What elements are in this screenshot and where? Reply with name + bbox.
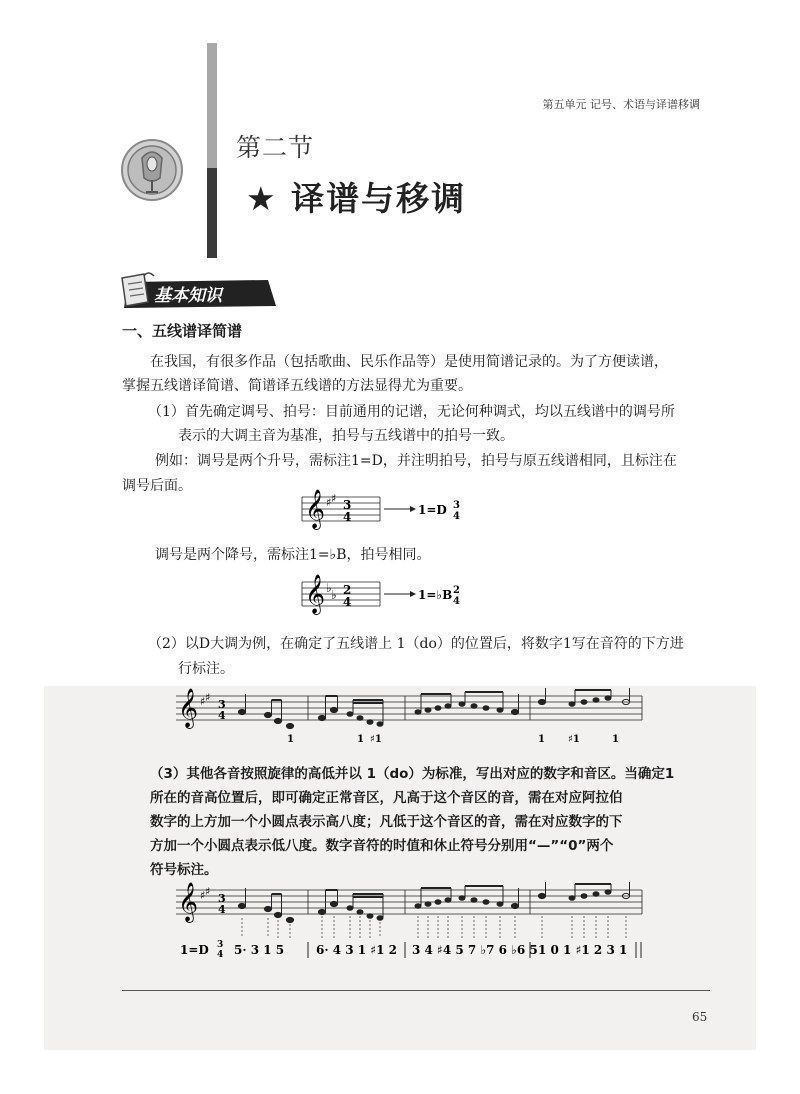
- music-emblem-icon: [120, 138, 184, 202]
- section-title: ★ 译谱与移调: [246, 179, 467, 218]
- svg-text:♯: ♯: [331, 492, 337, 505]
- svg-text:♯: ♯: [205, 885, 211, 898]
- treble-clef-icon: 𝄞: [305, 489, 326, 529]
- svg-text:4: 4: [343, 595, 352, 609]
- svg-text:♭: ♭: [331, 588, 337, 602]
- svg-text:1: 1: [612, 734, 619, 745]
- svg-text:♯: ♯: [200, 695, 206, 708]
- step3-line-2: 所在的音高位置后，即可确定正常音区，凡高于这个音区的音，需在对应阿拉伯: [150, 790, 623, 806]
- svg-text:4: 4: [218, 709, 226, 722]
- page-number: 65: [692, 1010, 708, 1024]
- svg-text:3: 3: [217, 940, 224, 950]
- numbered-measure-4: 1 0 1 ♯1 2 3 1: [538, 943, 628, 957]
- step2-line-1: （2）以D大调为例，在确定了五线谱上 1（do）的位置后，将数字1写在音符的下方进: [148, 636, 684, 652]
- svg-text:♯: ♯: [200, 889, 206, 902]
- svg-text:1=D: 1=D: [418, 503, 447, 517]
- chapter-title: 第五单元 记号、术语与译谱移调: [542, 98, 700, 111]
- svg-text:3: 3: [218, 698, 226, 711]
- step1-line-2: 表示的大调主音为基准，拍号与五线谱中的拍号一致。: [178, 428, 514, 444]
- step3-line-4: 方加一个小圆点表示低八度。数字音符的时值和休止符号分别用“—”“0”两个: [150, 838, 614, 854]
- svg-text:1=♭B: 1=♭B: [418, 588, 453, 602]
- svg-text:𝄞: 𝄞: [178, 882, 199, 922]
- svg-text:1: 1: [357, 734, 364, 745]
- example-line-2: 调号后面。: [122, 478, 192, 494]
- svg-text:4: 4: [218, 903, 226, 916]
- step3-line-5: 符号标注。: [150, 862, 218, 878]
- staff-score-1: [170, 688, 650, 752]
- numbered-measure-2: 6· 4 3 1 ♯1 2: [316, 943, 397, 957]
- sharp-key-example: [300, 487, 470, 531]
- svg-text:2: 2: [453, 585, 460, 596]
- svg-text:2: 2: [343, 583, 352, 597]
- svg-text:♯: ♯: [205, 691, 211, 704]
- flat-key-example: [300, 572, 470, 616]
- numbered-measure-3: 3 4 ♯4 5 7 ♭7 6 ♭6 5: [412, 943, 538, 957]
- svg-text:4: 4: [453, 596, 460, 607]
- flat-key-line: 调号是两个降号，需标注1=♭B，拍号相同。: [155, 547, 431, 563]
- svg-text:♯1: ♯1: [370, 734, 382, 745]
- decorative-bar-dark: [207, 168, 217, 258]
- svg-text:♯1: ♯1: [568, 734, 580, 745]
- svg-text:♭: ♭: [326, 581, 332, 595]
- svg-text:1: 1: [538, 734, 545, 745]
- step3-line-1: （3）其他各音按照旋律的高低并以 1（do）为标准，写出对应的数字和音区。当确定1: [150, 766, 675, 782]
- basic-knowledge-badge: [118, 272, 278, 312]
- intro-line-2: 掌握五线谱译简谱、简谱译五线谱的方法显得尤为重要。: [122, 378, 472, 394]
- step2-line-2: 行标注。: [178, 661, 234, 677]
- svg-text:4: 4: [217, 950, 224, 960]
- svg-text:4: 4: [343, 510, 352, 524]
- staff-score-2: [170, 882, 650, 972]
- example-line-1: 例如：调号是两个升号，需标注1=D，并注明拍号，拍号与原五线谱相同，且标注在: [155, 453, 677, 469]
- treble-clef-icon: 𝄞: [305, 574, 326, 614]
- footer-divider: [122, 990, 710, 991]
- svg-text:♯: ♯: [326, 496, 332, 509]
- svg-text:3: 3: [343, 498, 352, 512]
- svg-text:4: 4: [453, 511, 460, 522]
- svg-text:1: 1: [287, 734, 294, 745]
- key-signature-label: 1=D: [180, 943, 209, 957]
- step3-line-3: 数字的上方加一个小圆点表示高八度；凡低于这个音区的音，需在对应数字的下: [150, 814, 623, 830]
- svg-text:3: 3: [453, 500, 460, 511]
- section-number: 第二节: [236, 133, 315, 162]
- badge-label: 基本知识: [154, 286, 222, 306]
- step1-line-1: （1）首先确定调号、拍号：目前通用的记谱，无论何种调式，均以五线谱中的调号所: [148, 404, 675, 420]
- numbered-measure-1: 5· 3 1 5: [234, 943, 285, 957]
- decorative-bar-light: [207, 43, 217, 168]
- heading-staff-to-numbered: 一、五线谱译简谱: [122, 322, 243, 340]
- intro-line-1: 在我国，有很多作品（包括歌曲、民乐作品等）是使用简谱记录的。为了方便读谱，: [150, 354, 668, 370]
- svg-text:𝄞: 𝄞: [178, 688, 199, 728]
- svg-text:3: 3: [218, 892, 226, 905]
